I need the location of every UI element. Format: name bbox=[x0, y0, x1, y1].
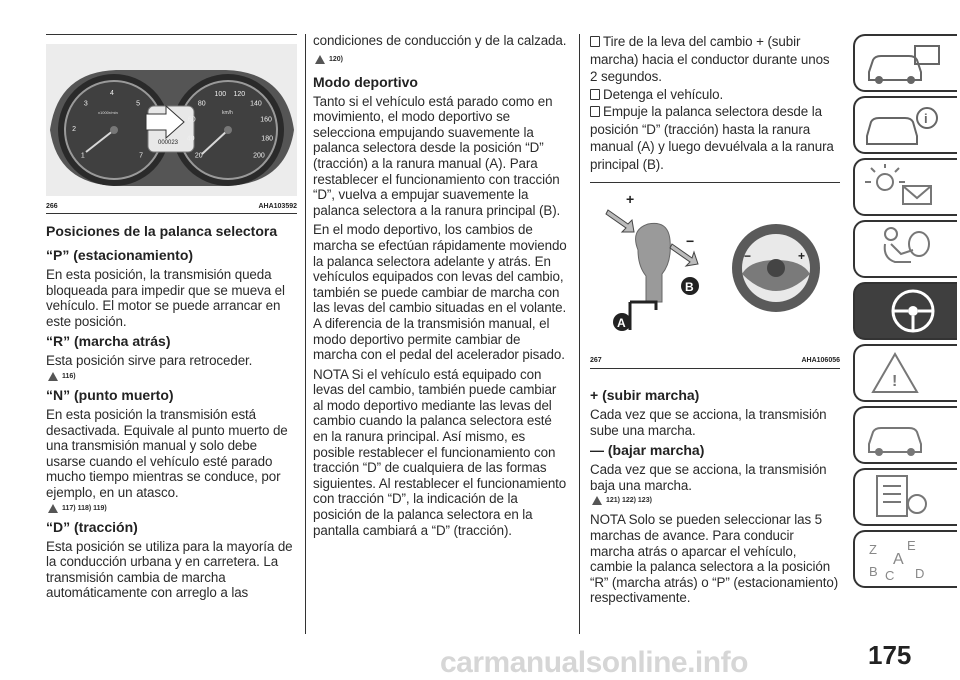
svg-text:!: ! bbox=[892, 373, 898, 390]
lever-label-a: A bbox=[617, 316, 626, 330]
rpm-tick-label: 7 bbox=[139, 152, 144, 160]
r-warning-ref: 116) bbox=[48, 369, 297, 384]
svg-text:Z: Z bbox=[869, 542, 877, 557]
tab-lights[interactable] bbox=[853, 158, 957, 216]
continued-text: condiciones de conducción y de la calzada. bbox=[313, 33, 567, 48]
figure-267-number: 267 bbox=[590, 357, 602, 364]
speed-tick-label: 100 bbox=[214, 91, 227, 99]
sport-mode-note: NOTA Si el vehículo está equipado con levas del cambio, también puede cambiar al modo deportivo mediante las levas del cambio cuando la palanca selectora esté en la ranura principal. Así mismo, es posible restablecer el funcionamiento con tracción “D” de cualquiera de las formas siguientes. Al restablecer el funcionamiento con tracción “D”, la indicación de la posición de la palanca selectora en la pantalla cambiará a “D” (tracción). bbox=[313, 366, 567, 538]
figure-lever-and-wheel bbox=[590, 190, 840, 348]
section-heading: Posiciones de la palanca selectora bbox=[46, 223, 278, 239]
n-text: En esta posición la transmisión está desactivada. Equivale al punto muerto de una transmisión manual y solo debe usarse cuando el vehículo esté parado mucho tiempo mientras se conduce, por ejemplo, en un atasco. bbox=[46, 406, 288, 500]
checkbox-bullet-icon bbox=[590, 36, 600, 47]
rpm-tick-label: 2 bbox=[72, 125, 77, 133]
speed-tick-label: 200 bbox=[253, 152, 265, 160]
figure-266-number: 266 bbox=[46, 203, 58, 210]
car-i-icon bbox=[855, 98, 955, 152]
tab-index[interactable] bbox=[853, 530, 957, 588]
n-warning-ref: 117) 118) 119) bbox=[48, 501, 297, 516]
p-text: En esta posición, la transmisión queda bloqueada para impedir que se mueva el vehículo. El motor se puede arrancar en este posición. bbox=[46, 267, 285, 329]
checkbox-bullet-icon bbox=[590, 89, 600, 100]
warning-icon bbox=[48, 372, 58, 381]
r-text: Esta posición sirve para retroceder. bbox=[46, 353, 253, 369]
sport-mode-text-2: En el modo deportivo, los cambios de marcha se efectúan rápidamente moviendo la palanca selectora adelante y atrás. En vehículos equipados con levas del cambio, también se puede cambiar de marcha con las levas del cambio situadas en el volante. A diferencia de la transmisión manual, el modo deportivo permite cambiar de marcha con el pedal del acelerador pisado. bbox=[313, 222, 567, 363]
figure-266-caption bbox=[46, 203, 297, 210]
svg-text:i: i bbox=[924, 111, 928, 126]
figure-266-code: AHA103592 bbox=[258, 203, 297, 210]
column-divider-2 bbox=[579, 34, 580, 634]
car-info-icon bbox=[855, 36, 955, 90]
shift-down-heading: — (bajar marcha) bbox=[590, 442, 705, 459]
speed-tick-label: 160 bbox=[260, 116, 272, 124]
instrument-cluster-image bbox=[46, 44, 297, 196]
shift-up-text: Cada vez que se acciona, la transmisión sube una marcha. bbox=[590, 407, 827, 438]
speed-tick-label: 140 bbox=[250, 100, 262, 108]
watermark: carmanualsonline.info bbox=[440, 646, 748, 679]
tab-maintenance[interactable] bbox=[853, 406, 957, 464]
d-heading: “D” (tracción) bbox=[46, 518, 138, 535]
wheel-plus-label: + bbox=[798, 249, 806, 263]
sport-mode-text-1: Tanto si el vehículo está parado como en movimiento, el modo deportivo se selecciona empujando suavemente la palanca selectora desde la posición “D” (tracción) a la ranura manual (A). Para restablecer el funcionamiento con tracción “D”, vuelva a empujar suavemente la palanca selectora a la ranura principal (B). bbox=[313, 93, 561, 218]
lever-minus-label: − bbox=[686, 233, 695, 249]
speed-tick-label: 80 bbox=[197, 100, 206, 108]
svg-text:E: E bbox=[907, 538, 916, 553]
speed-tick-label: 40 bbox=[186, 135, 195, 143]
tab-dashboard[interactable] bbox=[853, 96, 957, 154]
figure-267-rule bbox=[590, 368, 840, 369]
rpm-tick-label: 4 bbox=[110, 90, 114, 97]
p-heading: “P” (estacionamiento) bbox=[46, 247, 194, 263]
figure-267-code: AHA106056 bbox=[801, 357, 840, 364]
speed-tick-label: 60 bbox=[187, 116, 196, 124]
speed-tick-label: 20 bbox=[194, 152, 203, 160]
column-2 bbox=[313, 33, 567, 538]
lever-label-b: B bbox=[685, 280, 694, 294]
rpm-tick-label: 3 bbox=[83, 100, 88, 108]
speed-tick-label: 180 bbox=[261, 135, 273, 143]
column-3 bbox=[590, 33, 840, 173]
odometer-readout: 000023 bbox=[158, 140, 179, 146]
column-3-lower bbox=[590, 386, 840, 606]
shift-note: NOTA Solo se pueden seleccionar las 5 marchas de avance. Para conducir marcha atrás o aparcar el vehículo, cambie la palanca selectora a la posición “R” (marcha atrás) o “P” (estacionamiento) respectivamente. bbox=[590, 512, 839, 606]
tab-technical-data[interactable] bbox=[853, 468, 957, 526]
column-divider-1 bbox=[305, 34, 306, 634]
r-heading: “R” (marcha atrás) bbox=[46, 333, 171, 350]
tab-emergency[interactable] bbox=[853, 344, 957, 402]
shift-down-warning-ref: 121) 122) 123) bbox=[592, 493, 840, 508]
tab-safety[interactable] bbox=[853, 220, 957, 278]
figure-267-caption bbox=[590, 357, 840, 364]
checkbox-bullet-icon bbox=[590, 106, 600, 117]
figure-266-rule bbox=[46, 213, 297, 214]
airbag-person-icon bbox=[855, 222, 955, 276]
steering-key-icon bbox=[855, 284, 955, 338]
lever-wheel-image bbox=[590, 190, 840, 348]
warning-icon bbox=[315, 55, 325, 64]
car-service-icon bbox=[855, 408, 955, 462]
abc-index-icon bbox=[855, 532, 955, 586]
svg-text:C: C bbox=[885, 568, 895, 583]
page-number: 175 bbox=[868, 640, 912, 670]
svg-text:A: A bbox=[893, 551, 904, 568]
svg-text:B: B bbox=[869, 564, 878, 579]
rpm-tick-label: 1 bbox=[80, 152, 85, 160]
rpm-units: x1000r/min bbox=[98, 110, 118, 115]
speed-units: km/h bbox=[222, 110, 233, 116]
warning-icon bbox=[48, 504, 58, 513]
spec-sheet-icon bbox=[855, 470, 955, 524]
rpm-tick-label: 5 bbox=[136, 100, 141, 108]
shift-up-heading: + (subir marcha) bbox=[590, 387, 700, 403]
warning-road-icon bbox=[855, 346, 955, 400]
sport-mode-heading: Modo deportivo bbox=[313, 73, 418, 90]
lights-mail-icon bbox=[855, 160, 955, 214]
warning-icon bbox=[592, 496, 602, 505]
d-text: Esta posición se utiliza para la mayoría de la conducción urbana y en carretera. La transmisión cambia de marcha automáticamente con arreglo a las bbox=[46, 538, 293, 601]
tab-knowing-car[interactable] bbox=[853, 34, 957, 92]
figure-267-top-rule bbox=[590, 182, 840, 183]
speed-tick-label: 120 bbox=[233, 91, 246, 99]
figure-instrument-cluster bbox=[46, 44, 297, 196]
tab-starting-driving[interactable] bbox=[853, 282, 957, 340]
top-rule bbox=[46, 34, 297, 35]
wheel-minus-label: − bbox=[744, 249, 752, 263]
bullet-item: Empuje la palanca selectora desde la posición “D” (tracción) hasta la ranura manual (A) y luego devuélvala a la ranura principal (B). bbox=[590, 104, 834, 172]
column-1 bbox=[46, 222, 297, 601]
svg-text:D: D bbox=[915, 566, 925, 581]
continued-warning-ref: 120) bbox=[315, 52, 567, 67]
bullet-item: Tire de la leva del cambio + (subir marcha) hacia el conductor durante unos 2 segundos. bbox=[590, 34, 830, 84]
lever-plus-label: + bbox=[626, 191, 635, 207]
n-heading: “N” (punto muerto) bbox=[46, 386, 174, 403]
bullet-item: Detenga el vehículo. bbox=[590, 86, 840, 104]
shift-down-text: Cada vez que se acciona, la transmisión baja una marcha. bbox=[590, 462, 827, 493]
